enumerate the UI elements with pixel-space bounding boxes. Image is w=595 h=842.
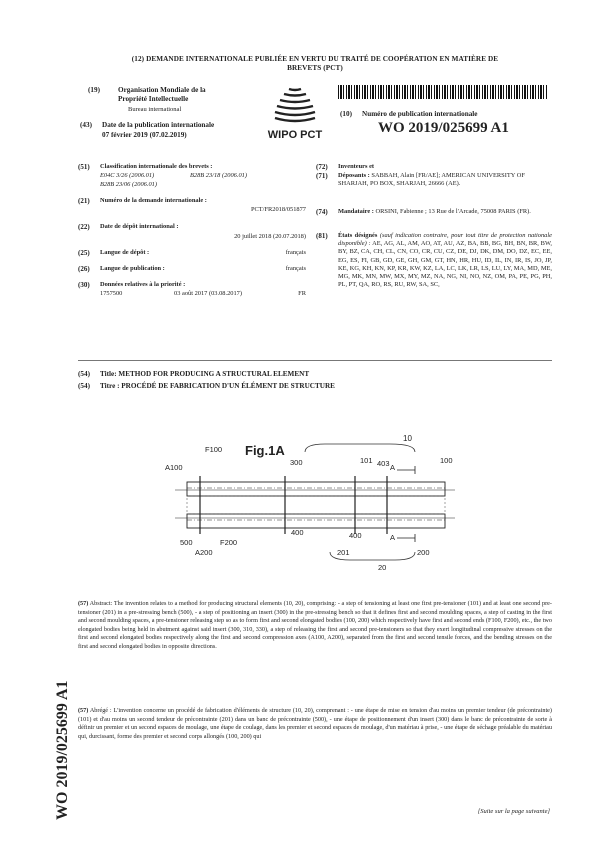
- code-51: (51): [78, 163, 90, 171]
- org-code: (19): [88, 86, 100, 94]
- filing-label: Date de dépôt international :: [100, 223, 179, 230]
- bracket-10: [305, 444, 415, 452]
- class-3: B28B 23/06 (2006.01): [100, 181, 157, 188]
- wipo-wordmark: WIPO PCT: [267, 129, 323, 140]
- abstract-fr-text: Abrégé : L'invention concerne un procédé de fabrication d'éléments de structure (10, 20), comprenant : - une étape de mise en tension d'au moins un premier tendeur (de précontrainte) (101) et d'au moins un second tendeur de précontrainte (201) dans un banc de précontrainte (500), - une étape de positionnement d'un insert (300) dans le banc de précontrainte de sorte à définir un premier et un second espaces de moulage, une étape de coulage, dans les premier et second espaces de moulage, d'un matériau à prise, - une étape de séchage préalable du matériau qui, durcissant, forme des premier et second corps allongés (100, 200) qui: [78, 707, 552, 740]
- pub-num-label: Numéro de publication internationale: [362, 110, 478, 118]
- applicant-block: [338, 172, 552, 188]
- agent-block: [338, 208, 552, 216]
- label-500: 500: [180, 538, 193, 547]
- document-type-line-2: BREVETS (PCT): [287, 64, 343, 72]
- pub-date-label: Date de la publication internationale: [102, 121, 215, 129]
- states-label: États désignés: [338, 232, 378, 239]
- separator-line: [78, 360, 552, 361]
- pub-date-code: (43): [80, 121, 92, 129]
- title-en-code: (54): [78, 370, 90, 378]
- app-num-label: Numéro de la demande internationale :: [100, 197, 207, 204]
- label-a100: A100: [165, 463, 183, 472]
- section-arrow-top: [397, 466, 415, 474]
- label-400-a: 400: [291, 528, 304, 537]
- title-fr-code: (54): [78, 382, 90, 390]
- code-26: (26): [78, 265, 90, 273]
- continued-note: [Suite sur la page suivante]: [477, 808, 550, 815]
- pub-number: WO 2019/025699 A1: [378, 120, 509, 136]
- inventors-label: Inventeurs et: [338, 163, 375, 170]
- figure-1a: [165, 430, 465, 580]
- abstract-en: [78, 600, 552, 651]
- code-74: (74): [316, 208, 328, 216]
- pub-lang-label: Langue de publication :: [100, 265, 165, 272]
- pub-date-value: 07 février 2019 (07.02.2019): [102, 131, 187, 139]
- abstract-en-text: Abstract: The invention relates to a method for producing structural elements (10, 20), comprising: - a step of tensioning at least one first pre-tensioner (101) and at least one second pre-tensioner (201) in a pre-stressing bench (500), - a step of positioning an insert (300) in the pre-stressing bench so that it defines first and second moulding spaces, a step of casting in the first and second moulding spaces, a pre-tensioner releasing step so as to form first and second elongated bodies (100, 200) which respectively have first and second ends (F100, F200), etc., the two elongated bodies being held in abutment against said insert (300, 310, 330), a step of releasing the first and second pre-tensioners so that they exert longitudinal compressive stresses on the first and second elongated bodies respectively along the first and second compression axes (A100, A200), separated from the first and second tensile forces, and the bending stresses on the first and second elongated bodies in opposite directions.: [78, 600, 552, 650]
- label-200: 200: [417, 548, 430, 557]
- side-pub-number: WO 2019/025699 A1: [54, 680, 71, 820]
- label-a-bottom: A: [390, 533, 396, 542]
- states-note: (sauf indication contraire, pour tout titre de protection nationale disponible) :: [338, 232, 552, 248]
- class-2: B28B 23/18 (2006.01): [190, 172, 247, 179]
- label-20: 20: [378, 563, 387, 572]
- label-a-top: A: [390, 463, 396, 472]
- label-f100: F100: [205, 445, 223, 454]
- priority-date: 03 août 2017 (03.08.2017): [174, 290, 242, 297]
- states-block: [338, 232, 552, 289]
- abstract-fr-code: (57): [78, 707, 89, 714]
- abstract-fr: [78, 707, 552, 741]
- beam-lower: [187, 514, 445, 528]
- beam-upper: [187, 482, 445, 496]
- label-101: 101: [360, 456, 373, 465]
- class-1: E04C 3/26 (2006.01): [100, 172, 155, 179]
- org-bureau: Bureau international: [128, 106, 182, 113]
- classification-label: Classification internationale des brevets :: [100, 163, 213, 170]
- barcode: [338, 85, 548, 99]
- priority-country: FR: [298, 290, 306, 297]
- document-type-heading: [80, 55, 550, 73]
- wipo-logo: [265, 80, 325, 140]
- title-fr: Titre : PROCÉDÉ DE FABRICATION D'UN ÉLÉMENT DE STRUCTURE: [100, 382, 335, 390]
- fig-label: Fig.1A: [245, 443, 285, 458]
- section-arrow-bottom: [397, 534, 415, 542]
- pub-lang-value: français: [285, 265, 306, 272]
- priority-label: Données relatives à la priorité :: [100, 281, 186, 288]
- label-300: 300: [290, 458, 303, 467]
- biblio-left: [78, 163, 306, 301]
- label-100: 100: [440, 456, 453, 465]
- label-201: 201: [337, 548, 350, 557]
- title-en: Title: METHOD FOR PRODUCING A STRUCTURAL ELEMENT: [100, 370, 310, 378]
- code-72: (72): [316, 163, 328, 171]
- code-81: (81): [316, 232, 328, 240]
- label-10: 10: [403, 434, 412, 443]
- app-num-value: PCT/FR2018/051877: [250, 206, 306, 213]
- applicant-value: SABBAH, Alain [FR/AE]; AMERICAN UNIVERSITY OF SHARJAH, PO BOX, SHARJAH, 26666 (AE).: [338, 172, 525, 188]
- code-71: (71): [316, 172, 328, 180]
- insert-300: [187, 496, 445, 514]
- label-f200: F200: [220, 538, 238, 547]
- filing-lang-value: français: [285, 249, 306, 256]
- label-403: 403: [377, 459, 390, 468]
- label-400-b: 400: [349, 531, 362, 540]
- label-a200: A200: [195, 548, 213, 557]
- states-value: AE, AG, AL, AM, AO, AT, AU, AZ, BA, BB, BG, BH, BN, BR, BW, BY, BZ, CA, CH, CL, CN, CO, CR, CU, CZ, DE, DJ, DK, DM, DO, DZ, EC, EE, EG, ES, FI, GB, GD, GE, GH, GM, GT, HN, HR, HU, ID, IL, IN, IR, IS, JO, JP, KE, KG, KH, KN, KP, KR, KW, KZ, LA, LC, LK, LR, LS, LU, LY, MA, MD, ME, MG, MK, MN, MW, MX, MY, MZ, NA, NG, NI, NO, NZ, OM, PA, PE, PG, PH, PL, PT, QA, RO, RS, RU, RW, SA, SC,: [338, 240, 552, 289]
- document-type-line-1: (12) DEMANDE INTERNATIONALE PUBLIÉE EN VERTU DU TRAITÉ DE COOPÉRATION EN MATIÈRE DE: [131, 55, 499, 63]
- org-name-1: Organisation Mondiale de la: [118, 86, 206, 94]
- code-22: (22): [78, 223, 90, 231]
- org-name-2: Propriété Intellectuelle: [118, 95, 189, 103]
- code-30: (30): [78, 281, 90, 289]
- applicant-label: Déposants :: [338, 172, 370, 179]
- code-25: (25): [78, 249, 90, 257]
- pub-num-code: (10): [340, 110, 352, 118]
- agent-value: ORSINI, Fabienne ; 13 Rue de l'Arcade, 75008 PARIS (FR).: [375, 208, 531, 215]
- filing-lang-label: Langue de dépôt :: [100, 249, 150, 256]
- biblio-right: [316, 163, 552, 289]
- abstract-en-code: (57): [78, 600, 89, 607]
- code-21: (21): [78, 197, 90, 205]
- priority-num: 1757500: [100, 290, 123, 297]
- filing-value: 20 juillet 2018 (20.07.2018): [234, 233, 306, 240]
- agent-label: Mandataire :: [338, 208, 374, 215]
